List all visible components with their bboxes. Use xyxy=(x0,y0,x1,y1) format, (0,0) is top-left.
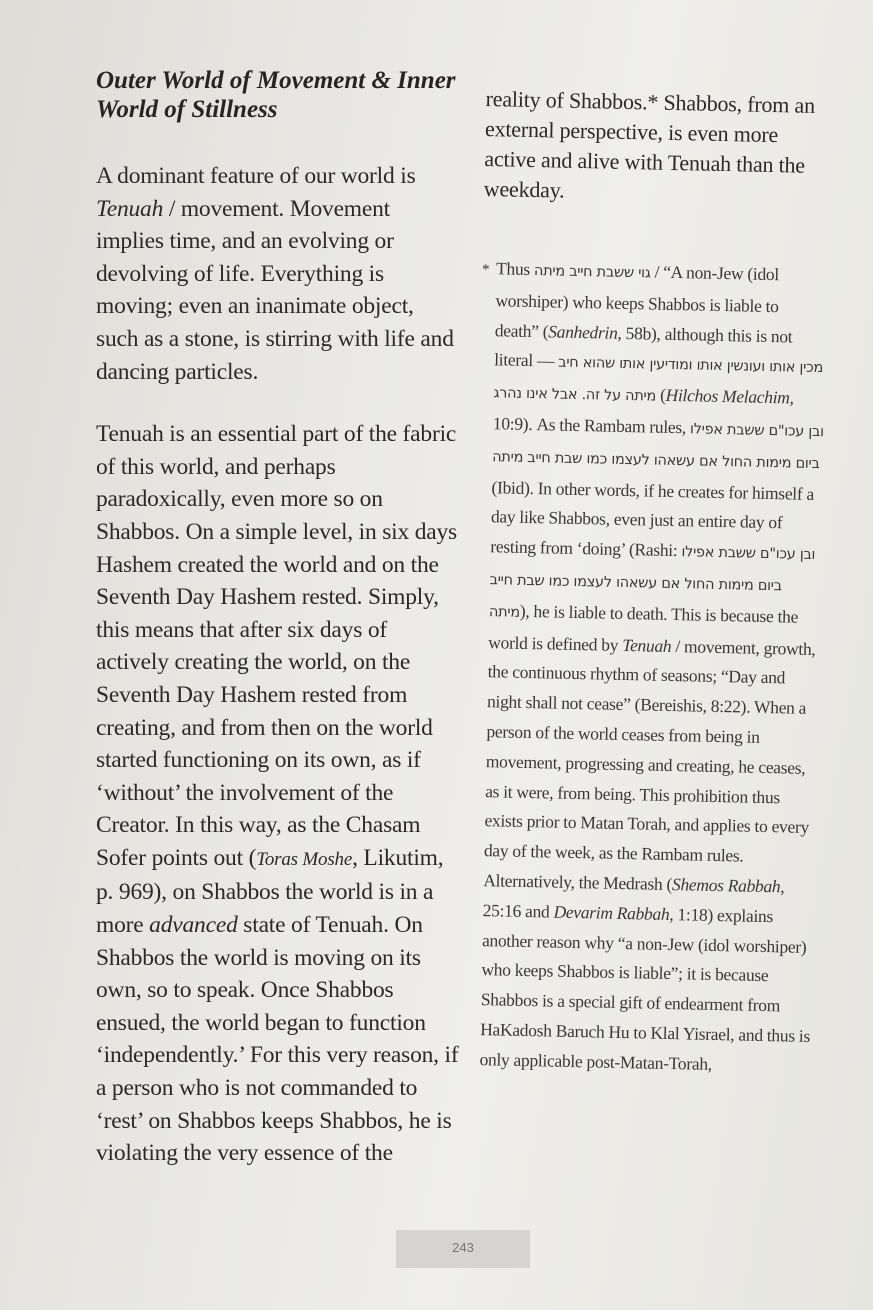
left-column xyxy=(96,66,461,1200)
footnote-text: , 25:16 and xyxy=(482,876,785,922)
footnote-text: (Ibid). In other words, if he creates for himself a day like Shabbos, even just an entire day of resting from ‘doing’ (Rashi: xyxy=(490,476,815,561)
section-heading: Outer World of Movement & Inner World of Stillness xyxy=(96,67,456,123)
footnote-text: , 58b), although this is not literal — xyxy=(494,322,793,371)
term-advanced: advanced xyxy=(149,912,238,939)
footnote-source: Sanhedrin xyxy=(548,320,618,343)
footnote-text: Thus xyxy=(495,258,531,279)
footnote-text: , 1:18) explains another reason why “a non-Jew (idol worshiper) who keeps Shabbos is liable”; it is because Shabbos is a special gift of endearment from HaKadosh Baruch Hu to Klal Yisrael, and thus is only applicable post-Matan-Torah, xyxy=(479,903,811,1074)
right-column xyxy=(465,84,831,1082)
paragraph-2-text: Tenuah is an essential part of the fabric of this world, and perhaps paradoxically, even more so on Shabbos. On a simple level, in six days Hashem created the world and on the Seventh Day Hashem rested. Simply, this means that after six days of actively creating the world, on the Seventh Day Hashem rested from creating, and from then on the world started functioning on its own, as if ‘without’ the involvement of the Creator. In this way, as the Chasam Sofer points out ( xyxy=(96,421,457,871)
paragraph-2 xyxy=(96,418,461,1170)
footnote-source: Devarim Rabbah xyxy=(553,901,670,924)
hebrew-quote-3: ובן עכו"ם ששבת אפילו ביום מימות החול אם עשאהו לעצמו כמו שבת חייב מיתה xyxy=(492,421,824,472)
hebrew-quote-4: ובן עכו"ם ששבת אפילו ביום מימות החול אם עשאהו לעצמו כמו שבת חייב מיתה xyxy=(488,544,816,621)
source-toras-moshe: Toras Moshe xyxy=(256,848,353,870)
hebrew-quote-2: מכין אותו ועונשין אותו ומודיעין אותו שהוא חיב מיתה על זה. אבל אינו נהרג xyxy=(493,354,824,405)
footnote-text: / movement, growth, the continuous rhythm of seasons; “Day and night shall not cease” (Bereishis, 8:22). When a person of the world ceases from being in movement, progressing and creating, he ceases, as it were, from being. This prohibition thus exists prior to Matan Torah, and applies to every day of the week, as the Rambam rules. Alternatively, the Medrash ( xyxy=(483,635,816,895)
footnote-text: , 10:9). As the Rambam rules, xyxy=(492,387,794,438)
footnote-text: ( xyxy=(655,384,666,406)
continuation-paragraph: reality of Shabbos.* Shabbos, from an external perspective, is even more active and alive with Tenuah than the weekday. xyxy=(483,85,816,203)
paragraph-2-text-end: state of Tenuah. On Shabbos the world is moving on its own, so to speak. Once Shabbos ensued, the world began to function ‘independently.’ For this very reason, if a person who is not commanded to ‘rest’ on Shabbos keeps Shabbos, he is violating the very essence of the xyxy=(96,912,459,1167)
footnote-marker: * xyxy=(481,261,490,279)
footnote-text: / “A non-Jew (idol worshiper) who keeps Shabbos is liable to death” ( xyxy=(494,261,780,341)
paragraph-1-text: A dominant feature of our world is xyxy=(96,163,416,189)
hebrew-quote-1: גוי ששבת חייב מיתה xyxy=(533,263,651,282)
paragraph-1 xyxy=(96,160,461,388)
page-number: 243 xyxy=(396,1230,530,1268)
footnote-source: Hilchos Melachim xyxy=(665,385,790,408)
paragraph-1-text-end: / movement. Movement implies time, and an evolving or devolving of life. Everything is moving; even an inanimate object, such as a stone, is stirring with life and dancing particles. xyxy=(96,195,454,385)
footnote-text: ), he is liable to death. This is because the world is defined by xyxy=(488,600,799,655)
footnote-term: Tenuah xyxy=(622,634,672,656)
footnote xyxy=(465,254,827,1082)
footnote-source: Shemos Rabbah xyxy=(671,874,781,897)
paragraph-2-text-mid: , Likutim, p. 969), on Shabbos the world is in a more xyxy=(96,844,444,939)
term-tenuah: Tenuah xyxy=(96,195,164,222)
